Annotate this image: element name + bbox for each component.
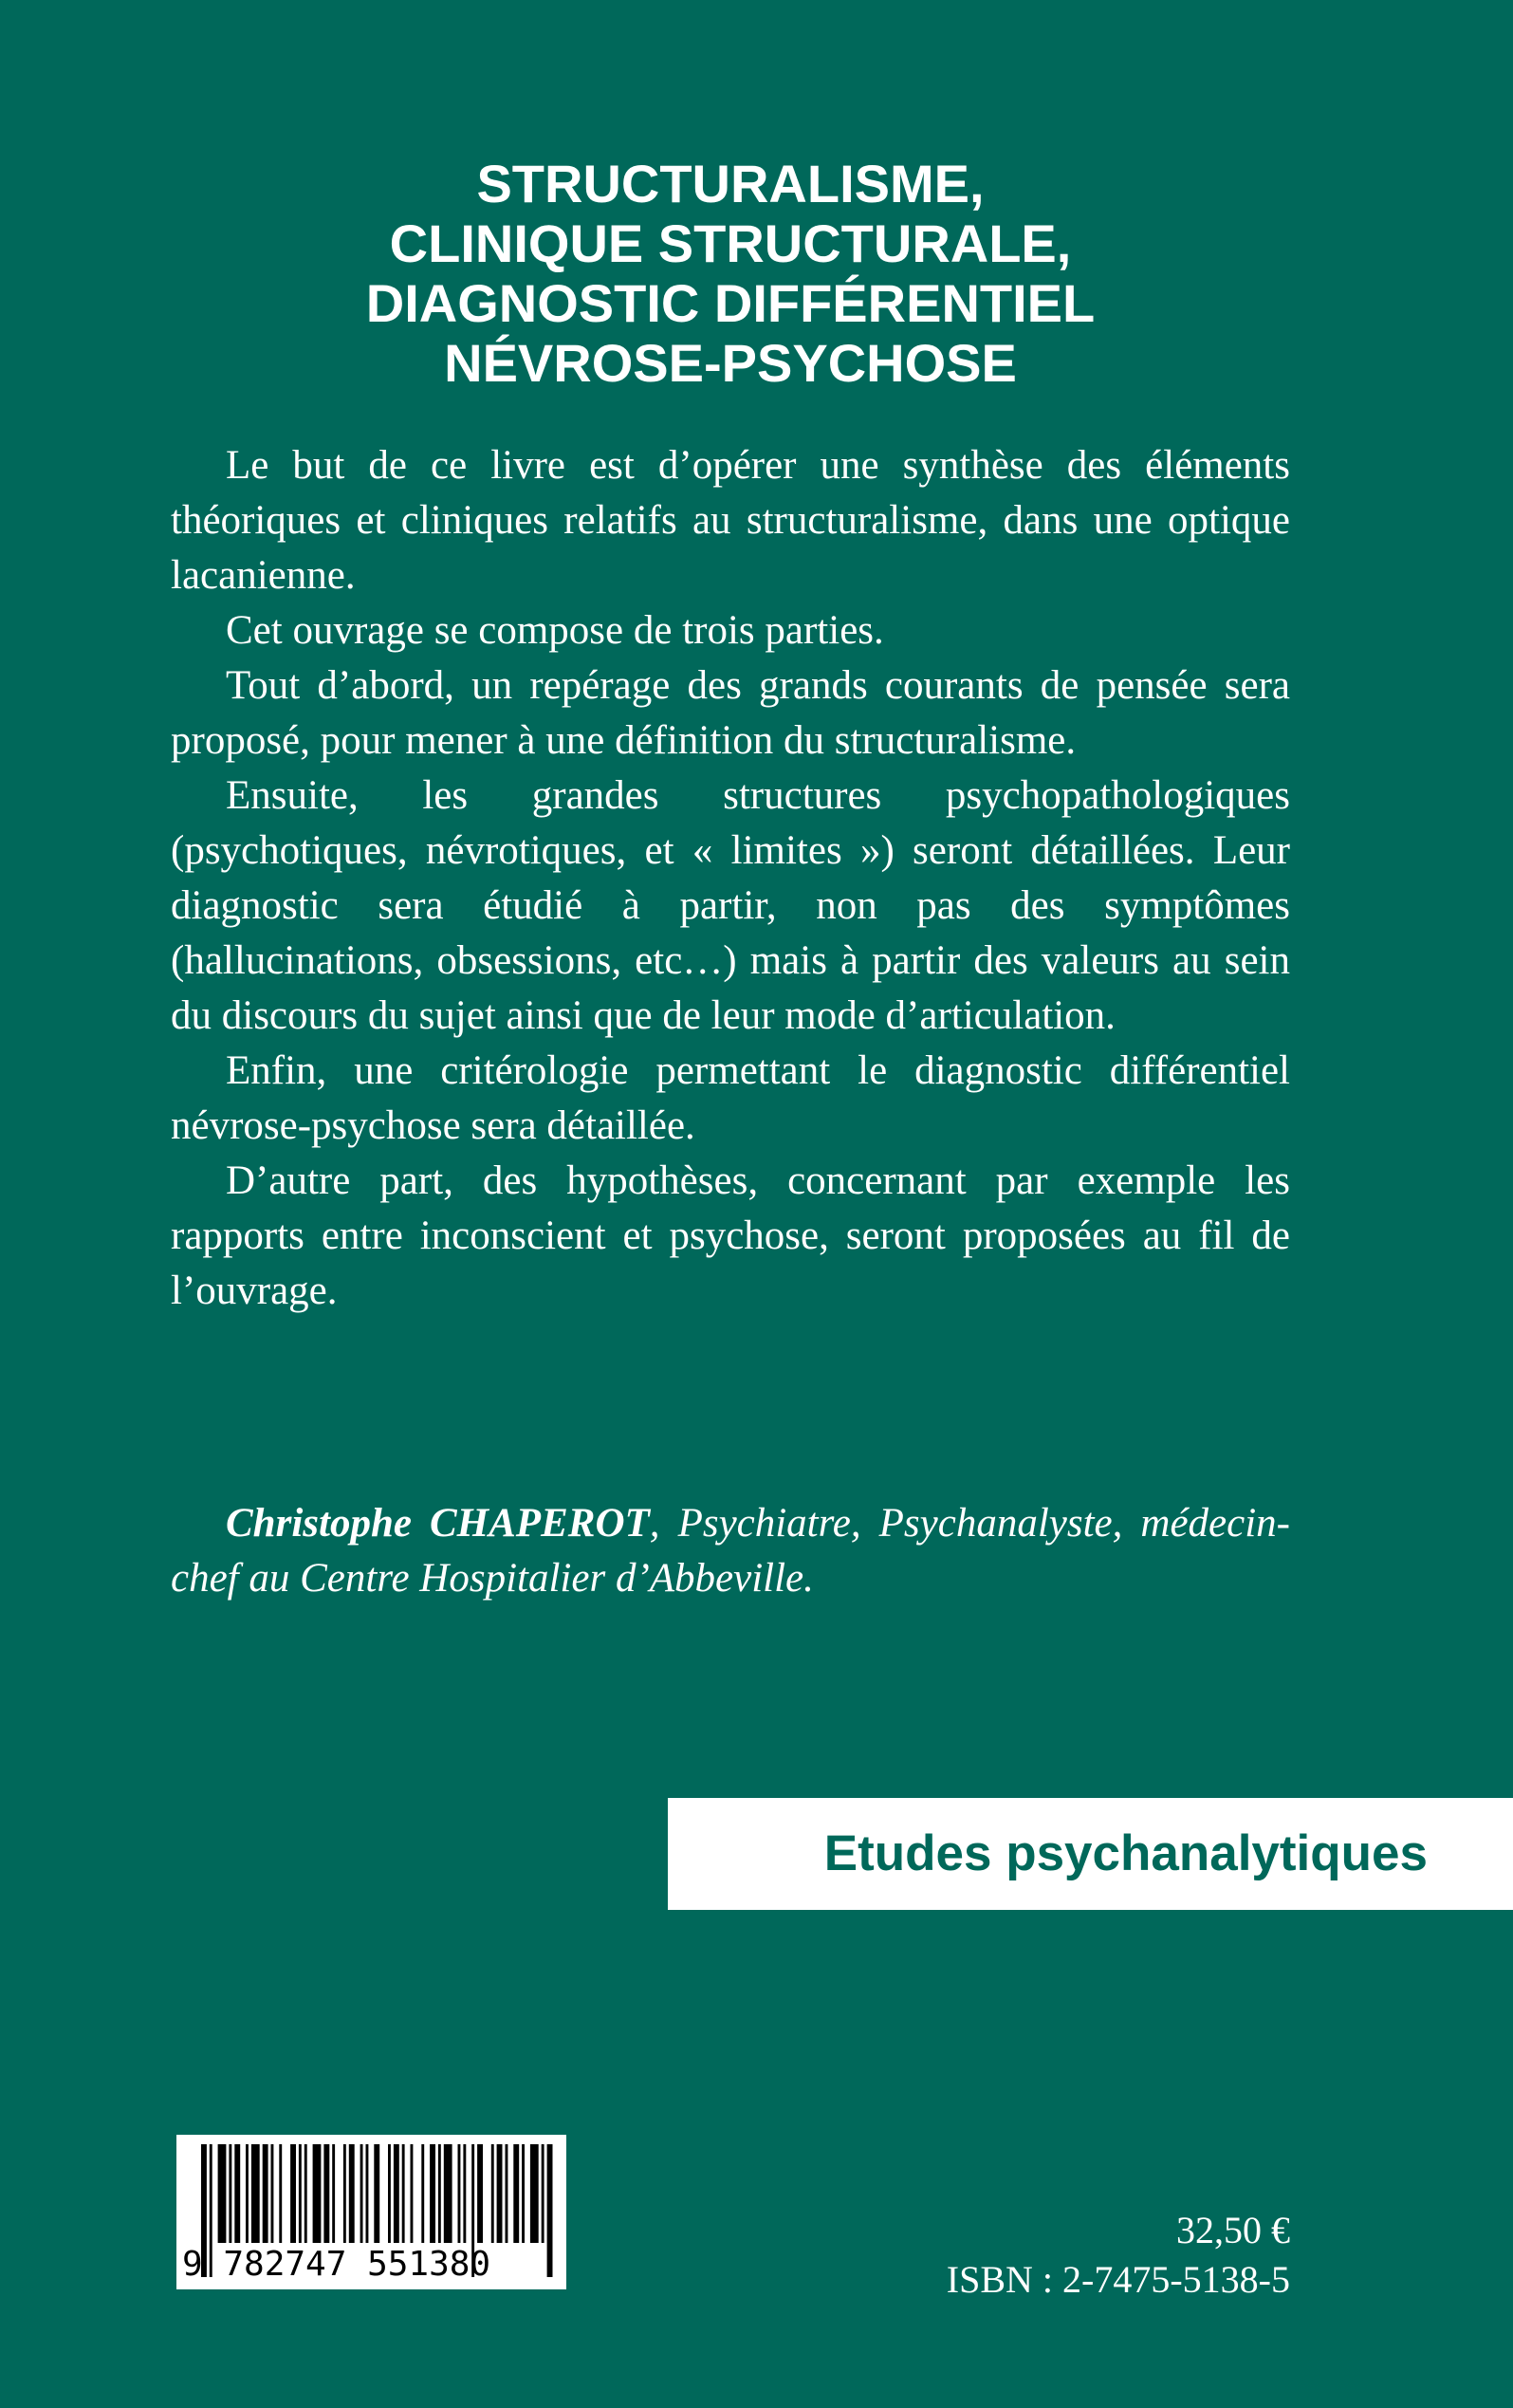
price: 32,50 € [1176, 2209, 1290, 2251]
title-line-1: STRUCTURALISME, [476, 154, 985, 213]
paragraph-2: Cet ouvrage se compose de trois parties. [226, 608, 884, 653]
barcode-digits: 9 782747 551380 [182, 2245, 491, 2284]
title-line-3: DIAGNOSTIC DIFFÉRENTIEL [365, 273, 1096, 333]
paragraph-4: Ensuite, les grandes structures psychopathologiques (psychotiques, névrotiques, et « limites ») seront détaillées. Leur diagnostic sera étudié à partir, non pas des symptômes (hallucinations, obsessions, etc…) mais à partir des valeurs au sein du discours du sujet ainsi que de leur mode d’articulation. [171, 773, 1290, 1038]
author-name: Christophe CHAPEROT [226, 1501, 650, 1546]
series-band [668, 1798, 1513, 1910]
author-description: , Psychiatre, Psychanalyste, médecin-chef au Centre Hospitalier d’Abbeville. [171, 1501, 1290, 1601]
paragraph-6: D’autre part, des hypothèses, concernant par exemple les rapports entre inconscient et psychose, seront proposées au fil de l’ouvrage. [171, 1158, 1290, 1313]
barcode [176, 2135, 566, 2289]
blurb [171, 438, 1290, 1319]
book-title [171, 154, 1290, 393]
series-label: Etudes psychanalytiques [823, 1825, 1428, 1881]
paragraph-1: Le but de ce livre est d’opérer une synthèse des éléments théoriques et cliniques relatifs au structuralisme, dans une optique lacanienne. [171, 443, 1290, 598]
isbn: ISBN : 2-7475-5138-5 [946, 2258, 1290, 2301]
title-line-2: CLINIQUE STRUCTURALE, [389, 213, 1072, 273]
paragraph-5: Enfin, une critérologie permettant le diagnostic différentiel névrose-psychose sera détaillée. [171, 1048, 1290, 1148]
paragraph-3: Tout d’abord, un repérage des grands courants de pensée sera proposé, pour mener à une définition du structuralisme. [171, 663, 1290, 763]
author-bio [171, 1496, 1290, 1606]
title-line-4: NÉVROSE-PSYCHOSE [444, 333, 1017, 393]
